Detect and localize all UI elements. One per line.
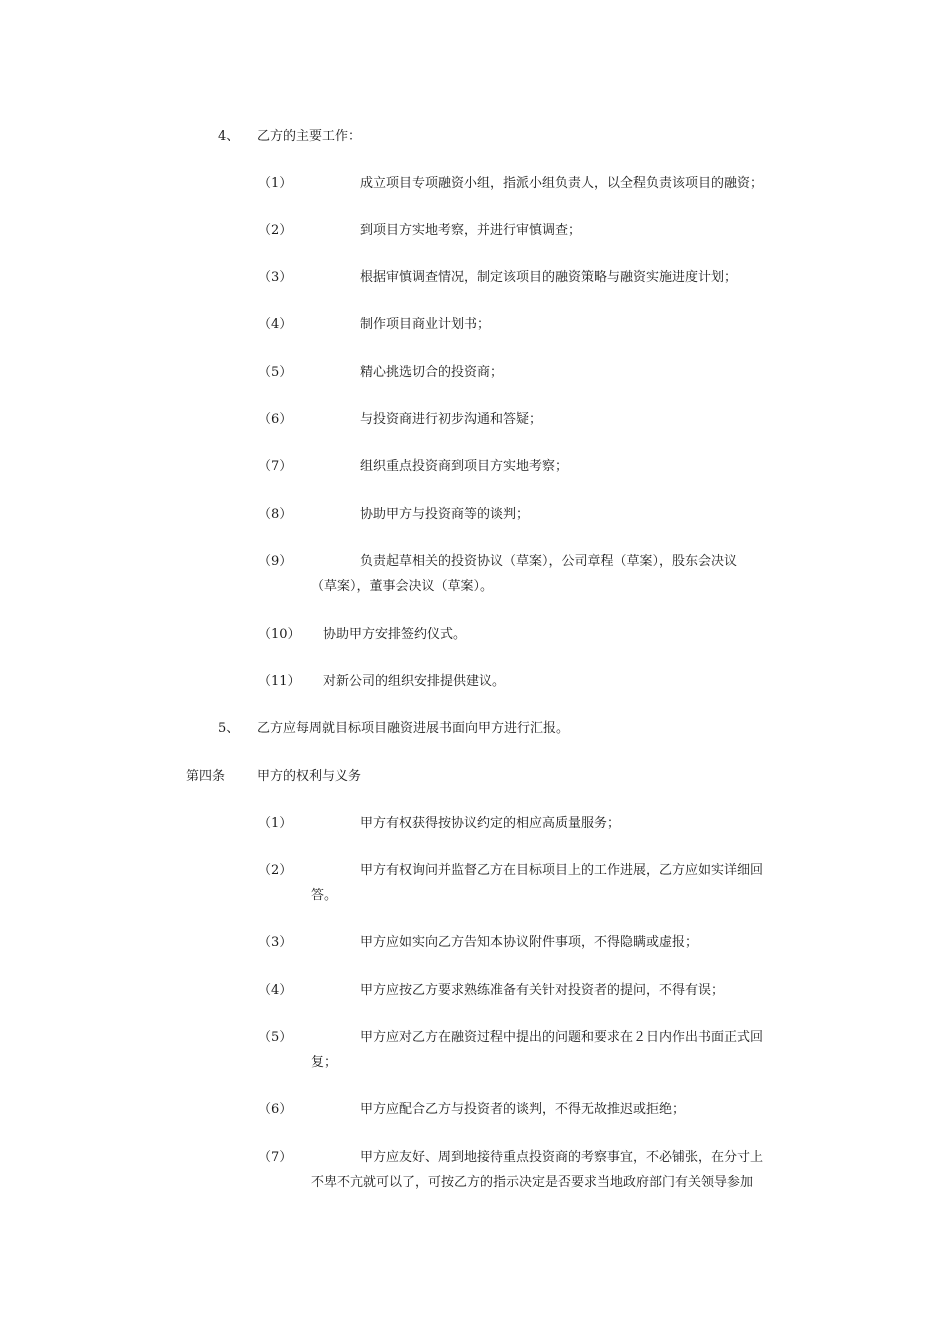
list-item-text: 到项目方实地考察，并进行审慎调查； [360, 223, 582, 238]
list-item-text: 对新公司的组织安排提供建议。 [323, 674, 506, 689]
list-item-text: 协助甲方与投资商等的谈判； [360, 507, 530, 522]
list-item-number: （5） [258, 365, 293, 380]
article4-heading: 甲方的权利与义务 [257, 769, 362, 784]
item5-number: 5、 [218, 721, 240, 736]
list-item-number: （6） [258, 412, 293, 427]
list-item-text-continued: 不卑不亢就可以了，可按乙方的指示决定是否要求当地政府部门有关领导参加 [311, 1175, 754, 1190]
item4-number: 4、 [218, 129, 240, 144]
item4-heading: 乙方的主要工作： [257, 129, 362, 144]
list-item-text: 甲方应如实向乙方告知本协议附件事项，不得隐瞒或虚报； [360, 935, 699, 950]
list-item-text-continued: 复； [311, 1055, 338, 1070]
list-item-number: （7） [258, 459, 293, 474]
list-item-number: （11） [258, 674, 301, 689]
list-item-text: 甲方应按乙方要求熟练准备有关针对投资者的提问，不得有误； [360, 983, 725, 998]
list-item-number: （8） [258, 507, 293, 522]
list-item-number: （2） [258, 863, 293, 878]
list-item-number: （3） [258, 270, 293, 285]
list-item-text: 甲方应对乙方在融资过程中提出的问题和要求在２日内作出书面正式回 [360, 1030, 764, 1045]
item5-text: 乙方应每周就目标项目融资进展书面向甲方进行汇报。 [257, 721, 570, 736]
list-item-text: 甲方应友好、周到地接待重点投资商的考察事宜，不必铺张，在分寸上 [360, 1150, 764, 1165]
list-item-number: （5） [258, 1030, 293, 1045]
list-item-text: 甲方应配合乙方与投资者的谈判，不得无故推迟或拒绝； [360, 1102, 686, 1117]
list-item-text: 精心挑选切合的投资商； [360, 365, 504, 380]
list-item-number: （2） [258, 223, 293, 238]
list-item-number: （1） [258, 176, 293, 191]
list-item-number: （4） [258, 317, 293, 332]
list-item-text: 根据审慎调查情况，制定该项目的融资策略与融资实施进度计划； [360, 270, 738, 285]
list-item-number: （1） [258, 816, 293, 831]
list-item-text: 甲方有权询问并监督乙方在目标项目上的工作进展，乙方应如实详细回 [360, 863, 764, 878]
list-item-text: 甲方有权获得按协议约定的相应高质量服务； [360, 816, 621, 831]
list-item-text-continued: 答。 [311, 888, 338, 903]
article4-number: 第四条 [186, 769, 226, 784]
list-item-text: 成立项目专项融资小组，指派小组负责人，以全程负责该项目的融资； [360, 176, 764, 191]
list-item-text: 组织重点投资商到项目方实地考察； [360, 459, 569, 474]
list-item-number: （10） [258, 627, 301, 642]
list-item-number: （9） [258, 554, 293, 569]
list-item-text-continued: （草案），董事会决议（草案）。 [311, 579, 494, 594]
list-item-text: 协助甲方安排签约仪式。 [323, 627, 467, 642]
list-item-text: 制作项目商业计划书； [360, 317, 491, 332]
list-item-number: （3） [258, 935, 293, 950]
list-item-number: （4） [258, 983, 293, 998]
list-item-number: （7） [258, 1150, 293, 1165]
list-item-text: 与投资商进行初步沟通和答疑； [360, 412, 543, 427]
list-item-text: 负责起草相关的投资协议（草案），公司章程（草案），股东会决议 [360, 554, 738, 569]
list-item-number: （6） [258, 1102, 293, 1117]
